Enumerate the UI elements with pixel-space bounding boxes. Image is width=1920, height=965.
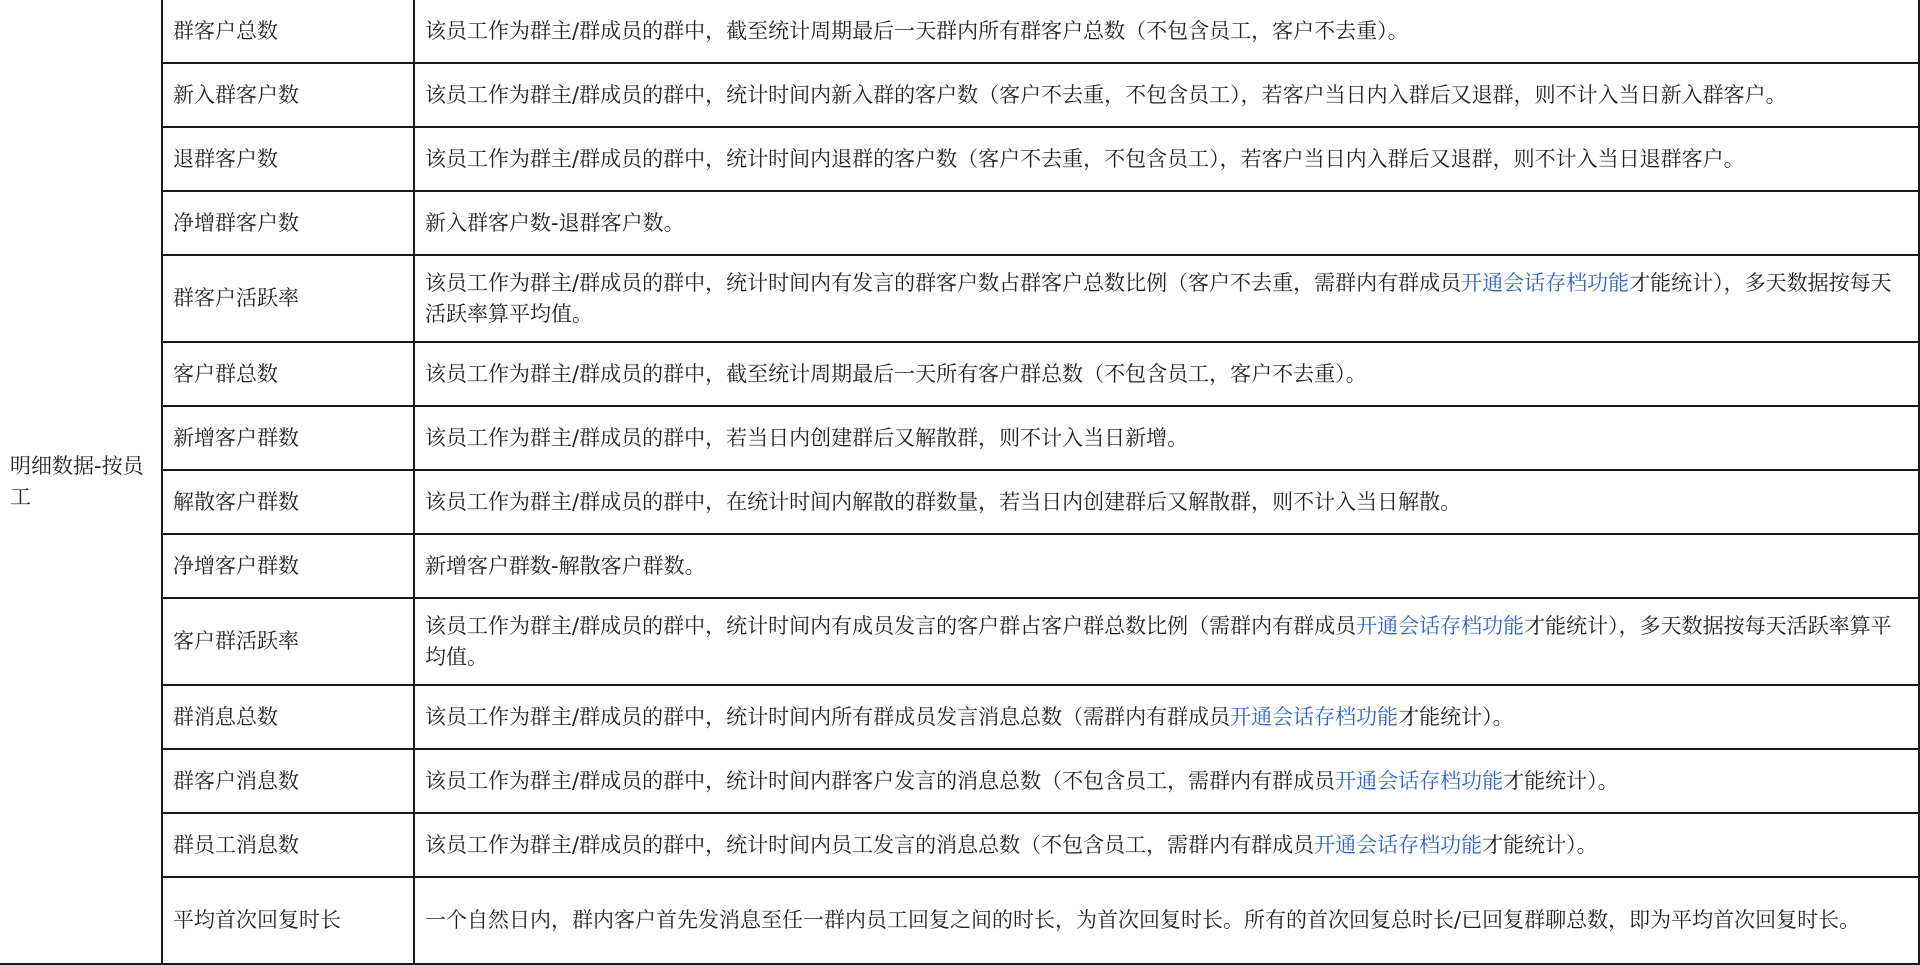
metric-name: 群消息总数 <box>162 685 414 749</box>
description-text: 该员工作为群主/群成员的群中，统计时间内有发言的群客户数占群客户总数比例（客户不去重，需群内有群成员 <box>425 270 1462 295</box>
metric-description <box>414 255 1919 342</box>
description-text: 该员工作为群主/群成员的群中，统计时间内新入群的客户数（客户不去重，不包含员工），若客户当日内入群后又退群，则不计入当日新入群客户。 <box>425 82 1787 107</box>
metric-name: 群客户消息数 <box>162 749 414 813</box>
session-archive-link[interactable]: 开通会话存档功能 <box>1314 832 1483 857</box>
description-text: 新增客户群数-解散客户群数。 <box>425 553 706 578</box>
table-row <box>0 749 1919 813</box>
metric-description <box>414 127 1919 191</box>
table-row <box>0 406 1919 470</box>
metric-description <box>414 470 1919 534</box>
description-text: 该员工作为群主/群成员的群中，统计时间内有成员发言的客户群占客户群总数比例（需群内有群成员 <box>425 613 1357 638</box>
description-text: 才能统计）。 <box>1482 832 1598 857</box>
session-archive-link[interactable]: 开通会话存档功能 <box>1335 768 1504 793</box>
metric-description <box>414 534 1919 598</box>
metric-name: 群客户活跃率 <box>162 255 414 342</box>
metric-name: 客户群活跃率 <box>162 598 414 685</box>
metric-name: 平均首次回复时长 <box>162 877 414 964</box>
metric-name: 净增群客户数 <box>162 191 414 255</box>
description-text: 该员工作为群主/群成员的群中，若当日内创建群后又解散群，则不计入当日新增。 <box>425 425 1189 450</box>
description-text: 该员工作为群主/群成员的群中，截至统计周期最后一天群内所有群客户总数（不包含员工，客户不去重）。 <box>425 18 1409 43</box>
metric-name: 退群客户数 <box>162 127 414 191</box>
description-text: 该员工作为群主/群成员的群中，统计时间内退群的客户数（客户不去重，不包含员工），若客户当日内入群后又退群，则不计入当日退群客户。 <box>425 146 1745 171</box>
metric-description <box>414 813 1919 877</box>
description-text: 该员工作为群主/群成员的群中，统计时间内员工发言的消息总数（不包含员工，需群内有群成员 <box>425 832 1315 857</box>
table-row <box>0 0 1919 63</box>
session-archive-link[interactable]: 开通会话存档功能 <box>1230 704 1399 729</box>
description-text: 才能统计），多天数据按每天活跃率算平均值。 <box>425 613 1892 669</box>
session-archive-link[interactable]: 开通会话存档功能 <box>1461 270 1630 295</box>
description-text: 才能统计）。 <box>1503 768 1619 793</box>
session-archive-link[interactable]: 开通会话存档功能 <box>1356 613 1525 638</box>
metric-name: 净增客户群数 <box>162 534 414 598</box>
description-text: 才能统计）。 <box>1398 704 1514 729</box>
metric-description <box>414 598 1919 685</box>
group-label-cell: 明细数据-按员工 <box>0 0 162 964</box>
table-row <box>0 877 1919 964</box>
table-row <box>0 127 1919 191</box>
metric-description <box>414 685 1919 749</box>
description-text: 新入群客户数-退群客户数。 <box>425 210 685 235</box>
table-row <box>0 470 1919 534</box>
metric-description <box>414 0 1919 63</box>
metric-name: 新入群客户数 <box>162 63 414 127</box>
metric-description <box>414 406 1919 470</box>
description-text: 该员工作为群主/群成员的群中，截至统计周期最后一天所有客户群总数（不包含员工，客户不去重）。 <box>425 361 1367 386</box>
table-row <box>0 598 1919 685</box>
metric-name: 客户群总数 <box>162 342 414 406</box>
metric-name: 解散客户群数 <box>162 470 414 534</box>
metric-name: 群员工消息数 <box>162 813 414 877</box>
description-text: 该员工作为群主/群成员的群中，在统计时间内解散的群数量，若当日内创建群后又解散群，则不计入当日解散。 <box>425 489 1462 514</box>
metric-description <box>414 63 1919 127</box>
description-text: 一个自然日内，群内客户首先发消息至任一群内员工回复之间的时长，为首次回复时长。所有的首次回复总时长/已回复群聊总数，即为平均首次回复时长。 <box>425 908 1861 932</box>
table-row <box>0 63 1919 127</box>
metric-description <box>414 342 1919 406</box>
table-row <box>0 534 1919 598</box>
description-text: 该员工作为群主/群成员的群中，统计时间内所有群成员发言消息总数（需群内有群成员 <box>425 704 1231 729</box>
metric-description <box>414 877 1919 964</box>
table-row <box>0 813 1919 877</box>
table-row <box>0 685 1919 749</box>
table-row <box>0 342 1919 406</box>
description-text: 该员工作为群主/群成员的群中，统计时间内群客户发言的消息总数（不包含员工，需群内有群成员 <box>425 768 1336 793</box>
metric-name: 群客户总数 <box>162 0 414 63</box>
description-text: 才能统计），多天数据按每天活跃率算平均值。 <box>425 270 1892 326</box>
metric-description <box>414 191 1919 255</box>
metric-description <box>414 749 1919 813</box>
table-row <box>0 255 1919 342</box>
table-row <box>0 191 1919 255</box>
metric-name: 新增客户群数 <box>162 406 414 470</box>
